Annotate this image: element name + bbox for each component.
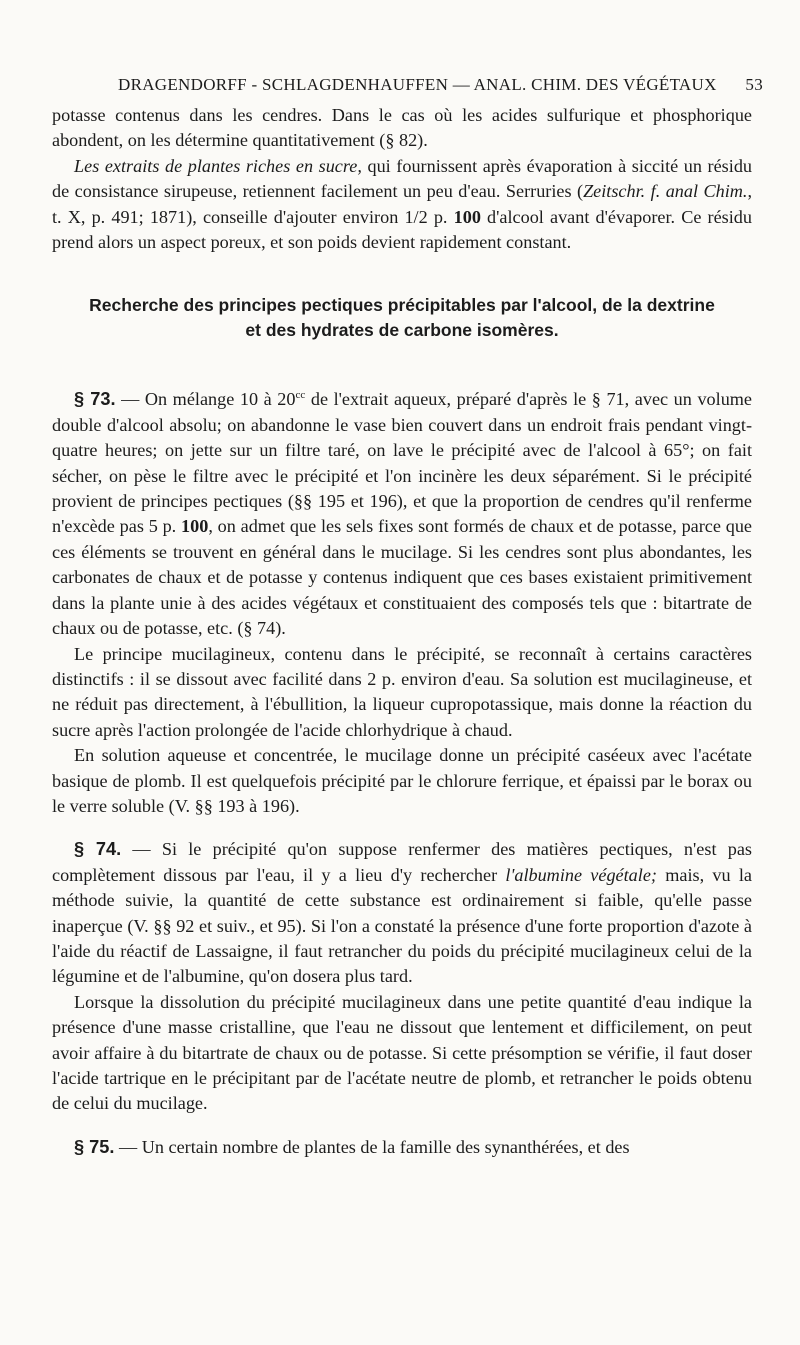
section-number-75: § 75. bbox=[74, 1136, 115, 1157]
section-number-74: § 74. bbox=[74, 839, 122, 860]
text-run: qui fournissent après évaporation à siccité un résidu de consistance sirupeuse, retiennent facilement un peu d'eau. Serruries ( bbox=[52, 155, 753, 202]
section-title-line-2: et des hydrates de carbone isomères. bbox=[245, 320, 559, 341]
section-title-line-1: Recherche des principes pectiques précipitables par l'alcool, de la dextrine bbox=[89, 295, 715, 316]
running-header bbox=[118, 70, 763, 100]
text-run: — On mélange 10 à 20 bbox=[115, 389, 296, 410]
paragraph-74-2: Lorsque la dissolution du précipité mucilagineux dans une petite quantité d'eau indique la présence d'une masse cristalline, que l'eau ne dissout que lentement et difficilement, on peut avoir affaire à du bitartrate de chaux ou de potasse. Si cette présomption se vérifie, il faut doser l'acide tartrique en le précipitant par de l'acétate neutre de plomb, et retrancher le poids obtenu de celui du mucilage. bbox=[52, 991, 752, 1114]
paragraph-74 bbox=[52, 837, 752, 989]
italic-phrase: l'albumine végétale; bbox=[505, 864, 657, 885]
journal-reference: Zeitschr. f. anal Chim. bbox=[583, 181, 748, 202]
section-number-73: § 73. bbox=[74, 389, 116, 410]
paragraph-73 bbox=[52, 387, 752, 641]
page-number: 53 bbox=[745, 75, 763, 94]
bold-number: 100 bbox=[181, 516, 209, 537]
paragraph-73-3: En solution aqueuse et concentrée, le mucilage donne un précipité caséeux avec l'acétate basique de plomb. Il est quelquefois précipité par le chlorure ferrique, et épaissi par le borax ou le verre soluble (V. §§ 193 à 196). bbox=[52, 745, 752, 816]
text-run: de l'extrait aqueux, préparé d'après le § 71, avec un volume double d'alcool absolu; on abandonne le vase bien couvert dans un endroit frais pendant vingt-quatre heures; on jette sur un filtre taré, on lave le précipité avec de l'alcool à 65°; on fait sécher, on pèse le filtre avec le précipité et l'on incinère les deux séparément. Si le précipité provient de principes pectiques (§§ 195 et 196), et que la proportion de cendres qu'il renferme n'excède pas 5 p. bbox=[52, 389, 753, 537]
text-run: d'alcool avant d'évaporer. Ce résidu prend alors un aspect poreux, et son poids devient rapidement constant. bbox=[52, 206, 752, 253]
text-run: , t. X, p. 491; 1871), conseille d'ajouter environ 1/2 p. bbox=[52, 181, 752, 227]
text-run: , on admet que les sels fixes sont formés de chaux et de potasse, parce que ces éléments se trouvent en général dans le mucilage. Si les cendres sont plus abondantes, les carbonates de chaux et de potasse y contenus indiquent que ces bases existaient primitivement dans la plante unie à des acides végétaux et constituaient des composés tels que : bitartrate de chaux ou de potasse, etc. (§ 74). bbox=[52, 516, 752, 639]
running-title: DRAGENDORFF - SCHLAGDENHAUFFEN — ANAL. CHIM. DES VÉGÉTAUX bbox=[118, 75, 717, 94]
text-run: — Si le précipité qu'on suppose renfermer des matières pectiques, n'est pas complètement dissous par l'eau, il y a lieu d'y rechercher bbox=[52, 839, 752, 885]
paragraph-73-2: Le principe mucilagineux, contenu dans le précipité, se reconnaît à certains caractères distinctifs : il se dissout avec facilité dans 2 p. environ d'eau. Sa solution est mucilagineuse, et ne réduit pas directement, à l'ébullition, la liqueur cupropotassique, mais donne la réaction du sucre après l'action prolongée de l'acide chlorhydrique à chaud. bbox=[52, 643, 752, 740]
page-body bbox=[52, 103, 752, 1160]
superscript-unit: cc bbox=[295, 389, 306, 402]
paragraph-intro-2 bbox=[52, 154, 752, 256]
paragraph-intro-1: potasse contenus dans les cendres. Dans le cas où les acides sulfurique et phosphorique abondent, on les détermine quantitativement (§ 82). bbox=[52, 105, 752, 151]
italic-phrase: Les extraits de plantes riches en sucre, bbox=[74, 155, 362, 176]
text-run: — Un certain nombre de plantes de la famille des synanthérées, et des bbox=[114, 1136, 630, 1157]
section-title bbox=[52, 293, 752, 343]
text-run: mais, vu la méthode suivie, la quantité de cette substance est ordinairement si faible, qu'elle passe inaperçue (V. §§ 92 et suiv., et 95). Si l'on a constaté la présence d'une forte proportion d'azote à l'aide du réactif de Lassaigne, il faut retrancher du poids du précipité mucilagineux celui de la légumine et de l'albumine, qu'on dosera plus tard. bbox=[52, 864, 752, 987]
paragraph-75 bbox=[52, 1135, 752, 1160]
bold-number: 100 bbox=[453, 206, 481, 227]
